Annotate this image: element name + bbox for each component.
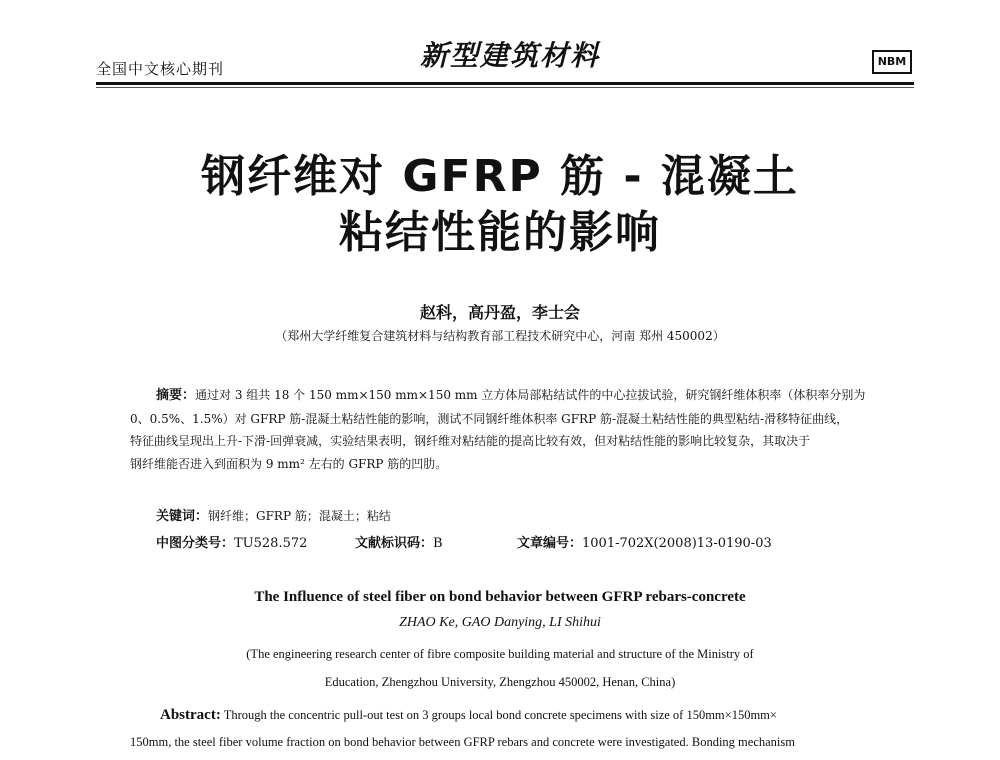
- authors: 赵科，高丹盈，李士会: [419, 303, 580, 322]
- title-line-1: 钢纤维对 GFRP 筋 - 混凝土: [201, 151, 799, 202]
- english-affiliation-line-2: Education, Zhengzhou University, Zhengzhou 450002, Henan, China): [324, 675, 676, 689]
- abstract-cn-label: 摘要：: [156, 388, 196, 403]
- article-number: 文章编号：1001-702X(2008)13-0190-03: [517, 536, 772, 551]
- title-line-2: 粘结性能的影响: [339, 207, 661, 258]
- affiliation: （郑州大学纤维复合建筑材料与结构教育部工程技术研究中心，河南 郑州 450002）: [275, 329, 725, 343]
- abstract-cn-line-1: 摘要：通过对 3 组共 18 个 150 mm×150 mm×150 mm 立方体局部粘结试件的中心拉拔试验，研究钢纤维体积率（体积率分别为: [156, 388, 866, 403]
- clc-number: 中图分类号：TU528.572: [156, 536, 308, 551]
- keywords-value: 钢纤维；GFRP 筋；混凝土；粘结: [208, 509, 391, 523]
- abstract-cn-line-4: 钢纤维能否进入到面积为 9 mm² 左右的 GFRP 筋的凹肋。: [130, 456, 448, 471]
- english-affiliation-line-1: (The engineering research center of fibre composite building material and structure of the Ministry of: [246, 647, 754, 661]
- journal-category: 全国中文核心期刊: [96, 60, 225, 78]
- header-rule-thin: [96, 87, 914, 88]
- abstract-cn-line-3: 特征曲线呈现出上升-下滑-回弹衰减，实验结果表明，钢纤维对粘结能的提高比较有效，但对粘结性能的影响比较复杂，其取决于: [130, 434, 811, 448]
- keywords: [156, 505, 391, 524]
- journal-logo: NBM: [872, 50, 912, 74]
- english-authors: ZHAO Ke, GAO Danying, LI Shihui: [399, 615, 601, 630]
- english-abstract: [130, 702, 882, 756]
- document-code: 文献标识码：B: [355, 536, 443, 551]
- keywords-label: 关键词：: [156, 509, 209, 524]
- english-abstract-line-2: 150mm, the steel fiber volume fraction on bond behavior between GFRP rebars and concrete were investigated. Bonding mechanism: [130, 735, 795, 749]
- abstract-cn: [130, 384, 886, 475]
- english-title: The Influence of steel fiber on bond behavior between GFRP rebars-concrete: [254, 589, 746, 605]
- english-abstract-label: Abstract:: [160, 707, 221, 723]
- english-abstract-line-1: Abstract: Through the concentric pull-out test on 3 groups local bond concrete specimens with size of 150mm×150mm×: [160, 707, 777, 723]
- header-rule: [96, 82, 914, 85]
- journal-name: 新型建筑材料: [420, 39, 601, 72]
- abstract-cn-line-2: 0、0.5%、1.5%）对 GFRP 筋-混凝土粘结性能的影响，测试不同钢纤维体积率 GFRP 筋-混凝土粘结性能的典型粘结-滑移特征曲线，: [130, 411, 849, 426]
